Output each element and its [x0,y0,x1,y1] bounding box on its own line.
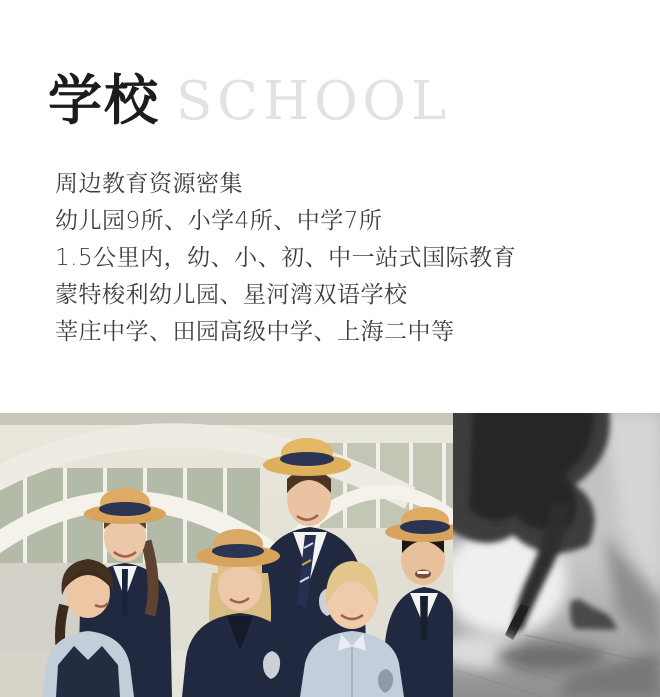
ballet-photo-illustration [453,413,660,697]
info-line-2: 幼儿园9所、小学4所、中学7所 [55,208,383,234]
info-line-4: 蒙特梭利幼儿园、星河湾双语学校 [55,282,408,308]
info-line-3: 1.5公里内，幼、小、初、中一站式国际教育 [55,245,517,271]
ballet-dancer-photo [453,413,660,697]
ballet-scene [453,413,660,697]
info-line-5: 莘庄中学、田园高级中学、上海二中等 [55,319,455,345]
title-chinese: 学校 [48,68,160,133]
education-info-text [55,166,640,351]
students-in-uniform-photo [0,413,453,697]
info-line-1: 周边教育资源密集 [55,171,243,197]
photo-strip [0,413,660,697]
title-english: SCHOOL [176,71,452,133]
page-title [48,68,452,133]
students-photo-illustration [0,413,453,697]
